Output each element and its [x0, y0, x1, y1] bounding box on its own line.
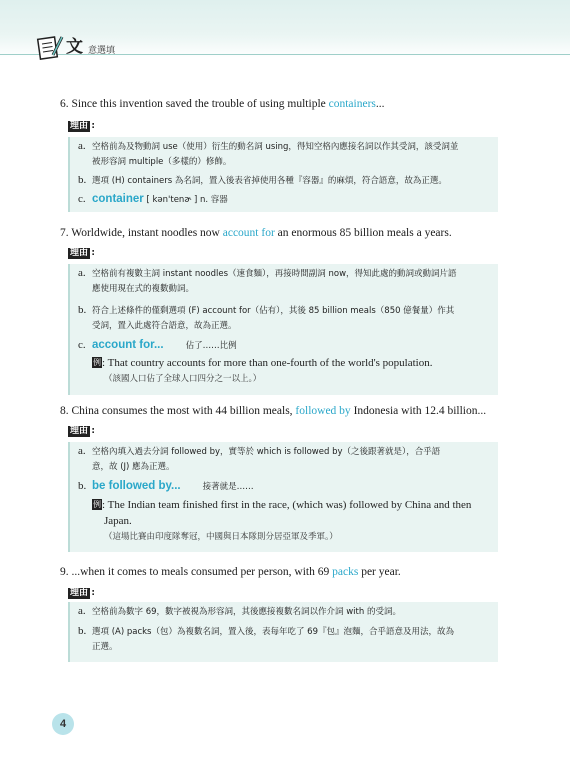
- section-subtitle: 意選填: [88, 46, 116, 56]
- explanation-box-6: [68, 137, 498, 212]
- vocab-keyword: container: [92, 193, 144, 205]
- question-9: [60, 566, 401, 578]
- example-sentence: 例: The Indian team finished first in the race, (which was) followed by China and then: [93, 499, 472, 511]
- explanation-box-8: [68, 442, 498, 552]
- point-a-cont: 被形容詞 multiple（多樣的）修飾。: [92, 157, 232, 167]
- page-header: [0, 0, 570, 70]
- question-text: 8. China consumes the most with 44 billion meals,: [60, 405, 296, 417]
- point-a-cont: 意，故 (J) 應為正選。: [92, 462, 175, 472]
- question-7: [60, 227, 452, 239]
- question-text: 7. Worldwide, instant noodles now: [60, 227, 223, 239]
- reason-label: 理由 :: [68, 248, 90, 259]
- section-char: 文: [66, 37, 83, 57]
- point-a: a. 空格前為及物動詞 use（使用）衍生的動名詞 using，得知空格內應接名詞以作其受詞，該受詞並: [78, 140, 459, 152]
- answer-highlight: packs: [332, 566, 359, 578]
- point-b: b. 符合上述條件的僅剩選項 (F) account for（佔有），其後 85 billion meals（850 億餐量）作其: [78, 304, 455, 316]
- example-sentence-cont: Japan.: [104, 515, 132, 527]
- answer-highlight: account for: [222, 227, 275, 239]
- reason-label: 理由 :: [68, 588, 90, 599]
- explanation-box-7: [68, 264, 498, 395]
- question-text-end: ...: [375, 98, 385, 110]
- point-b: b. 選項 (A) packs（包）為複數名詞，置入後，表每年吃了 69『包』泡麵，合乎語意及用法，故為: [78, 625, 455, 637]
- question-text-end: Indonesia with 12.4 billion...: [350, 405, 487, 417]
- point-a: a. 空格前為數字 69，數字被視為形容詞，其後應接複數名詞以作介詞 with 的受詞。: [78, 605, 401, 617]
- reason-label: 理由 :: [68, 121, 90, 132]
- header-band: [0, 0, 570, 58]
- point-a-cont: 應使用現在式的複數動詞。: [92, 284, 195, 294]
- point-c: c. container [ kən'tenɚ ] n. 容器: [78, 193, 228, 205]
- point-a: a. 空格內填入過去分詞 followed by，實等於 which is followed by（之後跟著就是），合乎語: [78, 445, 441, 457]
- answer-highlight: containers: [328, 98, 376, 110]
- phrase-keyword: be followed by...: [92, 480, 181, 492]
- question-6: [60, 98, 385, 110]
- example-sentence: 例: That country accounts for more than one-fourth of the world's population.: [93, 357, 433, 369]
- question-8: [60, 405, 486, 417]
- question-text-end: an enormous 85 billion meals a years.: [274, 227, 452, 239]
- explanation-box-9: [68, 602, 498, 662]
- reason-label: 理由 :: [68, 426, 90, 437]
- question-text: 6. Since this invention saved the trouble of using multiple: [60, 98, 329, 110]
- example-label: 例: [93, 358, 101, 367]
- question-text: 9. ...when it comes to meals consumed per person, with 69: [60, 566, 333, 578]
- point-c: c. account for... 佔了……比例: [78, 339, 237, 351]
- example-translation: （這場比賽由印度隊奪冠，中國與日本隊則分居亞軍及季軍。）: [104, 532, 338, 542]
- notebook-pencil-icon: [36, 33, 64, 61]
- question-text-end: per year.: [358, 566, 401, 578]
- answer-highlight: followed by: [295, 405, 351, 417]
- example-label: 例: [93, 500, 101, 509]
- point-b-cont: 正選。: [92, 642, 118, 652]
- point-a: a. 空格前有複數主詞 instant noodles（速食麵），再接時間副詞 now，得知此處的動詞或動詞片語: [78, 267, 457, 279]
- header-divider: [0, 54, 570, 55]
- point-b: b. be followed by... 接著就是……: [78, 480, 254, 492]
- point-b-cont: 受詞，置入此處符合語意，故為正選。: [92, 321, 237, 331]
- point-b: b. 選項 (H) containers 為名詞，置入後表省掉使用各種『容器』的麻煩，符合語意，故為正選。: [78, 174, 447, 186]
- page-number: 4: [52, 713, 74, 735]
- example-translation: （該國人口佔了全球人口四分之一以上。）: [104, 374, 262, 384]
- phrase-keyword: account for...: [92, 339, 164, 351]
